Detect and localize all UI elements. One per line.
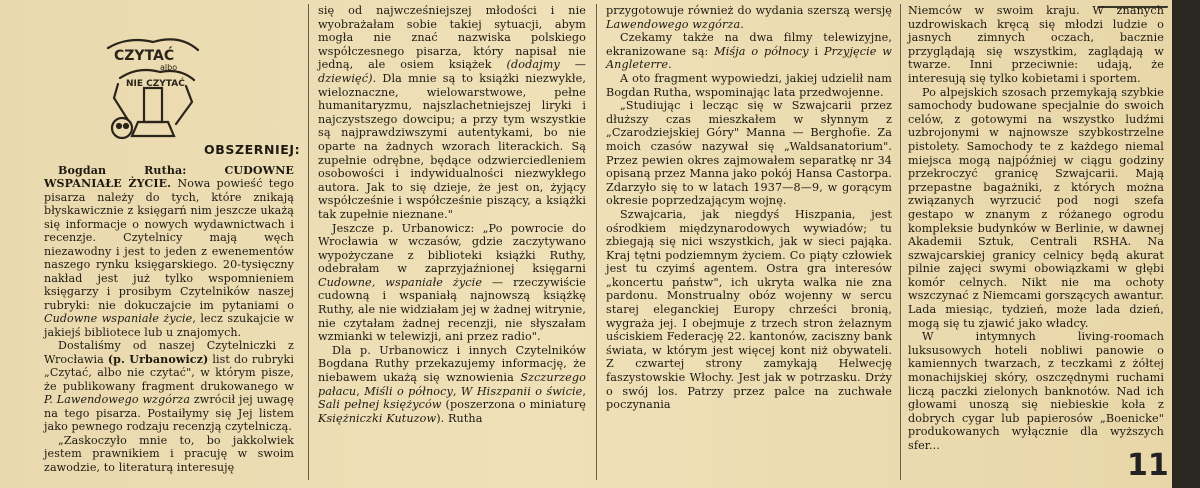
column-divider-3 [900, 4, 901, 480]
column-3 [606, 4, 892, 412]
col2-p3e: (poszerzona o miniaturę [441, 398, 587, 412]
col1-p2-italic: P. Lawendowego wzgórza [44, 393, 191, 407]
logo-text-3: NIE CZYTAĆ [126, 79, 185, 89]
col3-p2b: i [808, 44, 824, 58]
col1-p2b: (p. Urbanowicz) [107, 352, 209, 366]
column-1 [44, 164, 294, 474]
col2-p1a: się od najwcześniejszej młodości i nie wyobrażałam sobie takiej sytuacji, abym mogła nie znać nazwiska polskiego współczesnego pisarza, który napisał nie jedną, ale osiem książek [318, 4, 586, 72]
col2-p3-italic-2: Miśli o północy [364, 384, 453, 398]
col3-p2-italic-2: Przyjęcie w Angleterre [606, 44, 892, 72]
col3-paragraph-5: Szwajcaria, jak niegdyś Hiszpania, jest ośrodkiem międzynarodowych wywiadów; tu zbiegają się nici wszystkich, jak w sieci pająka. Kraj tętni podziemnym życiem. Co piąty człowiek jest tu czyimś agentem. Ostra gra interesów „koncertu państw", ich ukryta walka nie zna pardonu. Monstrualny obóz wojenny w sercu starej eleganckiej Europy chrześci bronią, wygraża jej. I obejmuje z trzech stron żelaznym uściskiem Federację 22. kantonów, zaciszny bank świata, w którym jest więcej kont niż obywateli. Z czwartej strony zamykają Helwecję faszystowskie Włochy. Jest jak w potrzasku. Drży o swój los. Patrzy przez palce na zuchwałe poczynania [606, 207, 892, 412]
col3-paragraph-4: „Studiując i lecząc się w Szwajcarii przez dłuższy czas mieszkałem w słynnym z „Czarodziejskiej Góry" Manna — Berghofie. Za moich czasów nazywał się „Waldsanatorium". Przez pewien okres zajmowałem separatkę nr 34 opisaną przez Manna jako pokój Hansa Castorpa. Zdarzyło się to w latach 1937—8—9, w gorącym okresie poprzedzającym wojnę. [606, 99, 892, 208]
col2-p1b: . Dla mnie są to książki niezwykłe, wieloznaczne, wielowarstwowe, pełne humanitaryzmu, najszlachetniejszej liryki i najczystszego dowcipu; a przy tym wszystkie są najprawdziwszymi autentykami, bo nie oparte na żadnych wzorach literackich. Są zupełnie odrębne, będące odzwierciedleniem osobowości i indywidualności niezwykłego autora. Jak to się dzieje, że jest on, żyjący współcześnie i współcześnie piszący, a książki tak zupełnie nieznane." [318, 71, 586, 221]
col3-paragraph-3: A oto fragment wypowiedzi, jakiej udzielił nam Bogdan Rutha, wspominając lata przedwojenne. [606, 71, 892, 99]
logo-text-1: CZYTAĆ [114, 48, 175, 64]
col2-p2-italic: Cudowne, wspaniałe życie [318, 275, 483, 289]
col1-p1-end: , lecz szukajcie w jakiejś bibliotece lub u znajomych. [44, 312, 294, 339]
rubric-logo-icon [98, 28, 208, 146]
col2-p3-italic-1: Szczurzego pałacu [318, 371, 586, 398]
col4-paragraph-3: W intymnych living-roomach luksusowych hoteli nobliwi panowie o kamiennych twarzach, z teczkami z żółtej monachijskiej skóry, oszczędnymi ruchami liczą paczki zielonych banknotów. Nad ich głowami unoszą się niebieskie koła z dobrych cygar lub papierosów „Boenicke" produkowanych wyłącznie dla wyższych sfer... [908, 330, 1164, 452]
col3-p2-italic-1: Miśja o północy [714, 44, 809, 58]
col1-p2d: zwrócił jej uwagę na tego pisarza. Postaiłymy się Jej listem jako pewnego rodzaju recenzją czytelniczą. [44, 393, 294, 434]
col1-paragraph-2 [44, 339, 294, 433]
col1-paragraph-3: „Zaskoczyło mnie to, bo jakkolwiek jestem prawnikiem i pracuję w swoim zawodzie, to literaturą interesuję [44, 433, 294, 474]
col4-paragraph-1: Niemców w swoim kraju. W znanych uzdrowiskach kręcą się młodzi ludzie o jasnych zimnych oczach, bacznie przyglądają się wszystkim, zaglądają w twarze. Inni przeciwnie: udają, że interesują się tylko kobietami i sportem. [908, 4, 1164, 85]
col1-p1-text: Nowa powieść tego pisarza należy do tych, które znikają błyskawicznie z księgarń nim jeszcze ukażą się informacje o nowych wydawnictwach i recenzje. Czytelnicy mają węch niezawodny i jest to jeden z ewenementów naszego rynku księgarskiego. 20-tysięczny nakład jest już tylko wspomnieniem księgarzy i prosibym Czytelników naszej rubryki: nie dokuczajcie im pytaniami o [44, 177, 294, 312]
col2-paragraph-1 [318, 4, 586, 222]
dark-edge-strip [1172, 0, 1200, 488]
col3-p1-italic: Lawendowego wzgórza [606, 17, 741, 31]
col2-paragraph-2 [318, 222, 586, 344]
logo-text-2: albo [160, 63, 178, 72]
col2-paragraph-3 [318, 344, 586, 426]
book-title-lead: Bogdan Rutha: CUDOWNE WSPANIAŁE ŻYCIE. [44, 164, 294, 191]
column-divider-2 [596, 4, 597, 480]
col1-p1-italic: Cudowne wspaniałe życie [44, 312, 193, 326]
col3-p1a: przygotowuje również do wydania szerszą wersję [606, 4, 892, 17]
col1-p2c: list do rubryki „Czytać, albo nie czytać", w którym pisze, że publikowany fragment drukowanego w [44, 352, 294, 393]
col4-paragraph-2: Po alpejskich szosach przemykają szybkie samochody budowane specjalnie do swoich celów, z gotowymi na wszystko ludźmi uzbrojonymi w najnowsze szybkostrzelne pistolety. Samochody te z każdego niemal miejsca mogą najpóźniej w ciągu godziny przekroczyć granicę Szwajcarii. Mają przepastne bagażniki, z których można związanych wyrzucić pod nogi szefa gestapo w znanym z różanego ogrodu kompleksie budynków w Berlinie, w dawnej Akademii Sztuk, Centrali RSHA. Na szwajcarskiej granicy celnicy będą akurat pilnie zajęci swymi obowiązkami w głębi komór celnych. Nikt nie ma ochoty wszczynać z Niemcami gorszących awantur. Lada miesiąc, tydzień, może lada dzień, mogą się tu zjawić jako władcy. [908, 85, 1164, 330]
page-number: 11 [1127, 448, 1169, 483]
col2-p3-italic-5: Księżniczki Kutuzow [318, 411, 437, 425]
column-4 [908, 4, 1164, 453]
col3-p2a: Czekamy także na dwa filmy telewizyjne, ekranizowane są: [606, 31, 892, 58]
col2-p3f: ). Rutha [436, 411, 483, 425]
column-divider-1 [308, 4, 309, 480]
col2-p3d: , [582, 384, 587, 398]
col2-p1-italic: (dodajmy — dziewięć) [318, 58, 587, 85]
col1-paragraph-1 [44, 164, 294, 339]
col2-p2a: Jeszcze p. Urbanowicz: „Po powrocie do Wrocławia w wczasów, gdzie zaczytywano wypożyczane z biblioteki książki Ruthy, odebrałam w zaprzyjaźnionej księgarni [318, 221, 586, 276]
col2-p3a: Dla p. Urbanowicz i innych Czytelników Bogdana Ruthy przekazujemy informację, że niebawem ukażą się wznowienia [318, 343, 586, 385]
col1-p2a: Dostaliśmy od naszej Czytelniczki z Wrocławia [44, 339, 294, 366]
col2-p3b: , [356, 384, 365, 398]
col2-p3-italic-4: Sali pełnej księżyców [318, 398, 442, 412]
col2-p3-italic-3: W Hiszpanii o świcie [460, 384, 583, 398]
rubric-header-box [40, 22, 301, 164]
col3-p2c: . [668, 58, 672, 72]
col3-paragraph-2 [606, 31, 892, 72]
column-2 [318, 4, 586, 425]
col2-p3c: , [452, 384, 461, 398]
col3-paragraph-1 [606, 4, 892, 31]
col3-p1b: . [740, 17, 744, 31]
section-heading: OBSZERNIEJ: [204, 142, 301, 157]
col2-p2b: — rzeczywiście cudowną i wspaniałą najnowszą książkę Ruthy, ale nie widziałam jej w żadnej witrynie, nie czytałam żadnej recenzji, nie słyszałam wzmianki w telewizji, ani przez radio". [318, 275, 586, 344]
